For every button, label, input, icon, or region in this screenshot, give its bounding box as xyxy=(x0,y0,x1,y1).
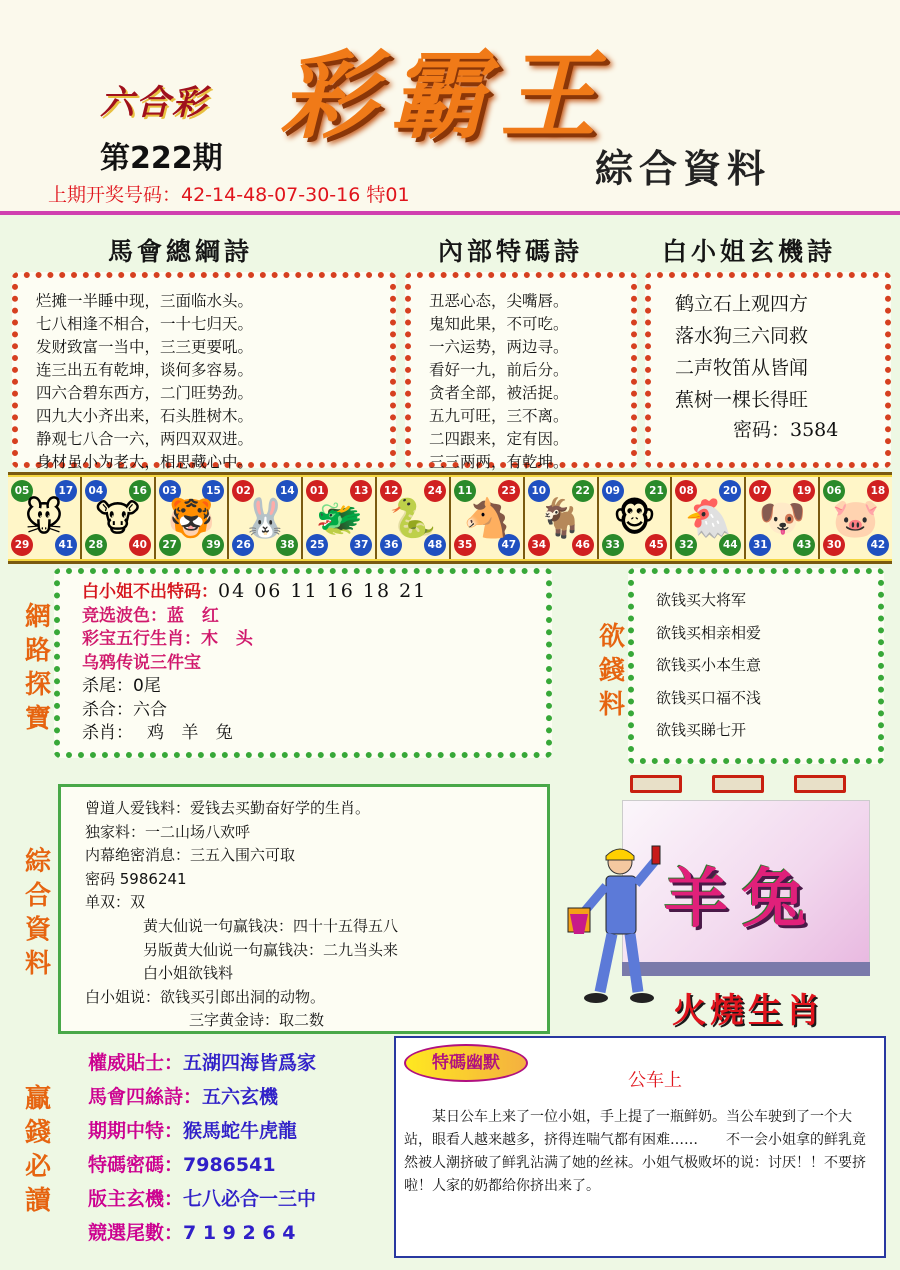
combo-line: 黄大仙说一句赢钱决：四十十五得五八 xyxy=(143,916,399,935)
poem-bai-box xyxy=(645,272,891,468)
zodiac-number-ball: 38 xyxy=(276,534,298,556)
poem-bai-line: 二声牧笛从皆闻 xyxy=(675,357,809,379)
poem-inner-line: 贪者全部，被活捉。 xyxy=(429,384,569,402)
win-money-key: 競選尾數： xyxy=(88,1222,184,1244)
bai-no-special-label: 白小姐不出特码： xyxy=(82,582,218,602)
zodiac-cell-rabbit xyxy=(229,477,303,559)
side-label-char: 合 xyxy=(24,881,51,911)
rat-icon: 🐭 xyxy=(24,496,64,540)
combo-line: 曾道人爱钱料：爱钱去买勤奋好学的生肖。 xyxy=(85,799,371,817)
win-money-key: 期期中特： xyxy=(88,1120,184,1142)
poem-inner-line: 一六运势，两边寻。 xyxy=(429,338,569,356)
zodiac-number-ball: 22 xyxy=(572,480,594,502)
kill-he-label: 杀合： xyxy=(82,699,133,720)
win-money-key: 特碼密碼： xyxy=(88,1154,184,1176)
painter-illustration xyxy=(560,842,670,1010)
side-label-char: 贏 xyxy=(24,1084,51,1114)
want-money-item: 欲钱买大将军 xyxy=(656,591,747,609)
humor-title: 公车上 xyxy=(628,1070,682,1091)
brand-small-title: 六合彩 xyxy=(100,83,208,123)
zodiac-number-ball: 25 xyxy=(306,534,328,556)
poem-main-line: 身材虽小为老大，相思藏心中。 xyxy=(36,453,254,471)
side-label-char: 欲 xyxy=(598,622,625,652)
want-money-item: 欲钱买相亲相爱 xyxy=(656,623,762,642)
wave-color-label: 竞选波色： xyxy=(82,605,167,626)
poem-inner-line: 三三两两，有乾坤。 xyxy=(429,453,569,471)
zodiac-cell-pig xyxy=(820,477,892,559)
zodiac-number-ball: 13 xyxy=(350,480,372,502)
want-money-item: 欲钱买口福不浅 xyxy=(656,688,762,707)
side-label-char: 網 xyxy=(24,602,51,632)
combo-line: 密码 5986241 xyxy=(85,869,187,888)
five-element-label: 彩宝五行生肖： xyxy=(82,629,201,649)
poem-inner-line: 二四跟来，定有因。 xyxy=(429,430,569,448)
combo-line: 三字黄金诗：取二数 xyxy=(189,1011,325,1030)
zodiac-number-ball: 16 xyxy=(129,480,151,502)
zodiac-number-ball: 29 xyxy=(11,534,33,556)
combo-box xyxy=(58,784,550,1034)
win-money-value: 五湖四海皆爲家 xyxy=(183,1052,317,1074)
zodiac-strip xyxy=(8,472,892,564)
zodiac-cell-horse xyxy=(451,477,525,559)
zodiac-number-ball: 27 xyxy=(159,534,181,556)
poem-inner-line: 看好一九，前后分。 xyxy=(429,361,569,379)
zodiac-number-ball: 10 xyxy=(528,480,550,502)
poem-bai-line: 落水狗三六同救 xyxy=(675,325,809,347)
zodiac-number-ball: 02 xyxy=(232,480,254,502)
zodiac-number-ball: 46 xyxy=(572,534,594,556)
zodiac-number-ball: 09 xyxy=(602,480,624,502)
win-money-row xyxy=(88,1216,316,1250)
issue-number: 第222期 xyxy=(100,141,223,176)
combo-line: 白小姐说：欲钱买引郎出洞的动物。 xyxy=(85,987,326,1006)
win-money-value: 7986541 xyxy=(183,1154,276,1176)
side-label-char: 寶 xyxy=(24,704,51,734)
combo-line: 白小姐欲钱料 xyxy=(143,964,234,983)
win-money-row xyxy=(88,1182,316,1216)
zodiac-number-ball: 19 xyxy=(793,480,815,502)
zodiac-cell-rat xyxy=(8,477,82,559)
last-draw-numbers: 上期开奖号码：42-14-48-07-30-16 特01 xyxy=(48,184,410,206)
brand-big-logo: 彩霸王 xyxy=(280,39,610,152)
side-label-char: 路 xyxy=(24,636,51,666)
zodiac-number-ball: 01 xyxy=(306,480,328,502)
five-element-row xyxy=(82,628,546,652)
win-money-value: 五六玄機 xyxy=(202,1086,279,1108)
zodiac-number-ball: 30 xyxy=(823,534,845,556)
poem-inner-title: 內部特碼詩 xyxy=(438,237,584,266)
want-money-box xyxy=(628,568,884,764)
kill-xiao-label: 杀肖： xyxy=(82,723,133,743)
billboard-lamp xyxy=(712,775,764,793)
want-money-list xyxy=(634,574,878,747)
crow-legend: 乌鸦传说三件宝 xyxy=(82,652,201,673)
zodiac-number-ball: 43 xyxy=(793,534,815,556)
poem-bai-title: 白小姐玄機詩 xyxy=(662,237,837,266)
poem-inner-line: 五九可旺，三不离。 xyxy=(429,407,569,425)
zodiac-number-ball: 34 xyxy=(528,534,550,556)
side-label-char: 讀 xyxy=(24,1186,51,1216)
zodiac-number-ball: 31 xyxy=(749,534,771,556)
poem-inner-list xyxy=(411,278,631,474)
billboard-zodiac-text: 羊兔 xyxy=(664,863,820,937)
net-treasure-box xyxy=(54,568,552,758)
poem-inner-box xyxy=(405,272,637,471)
zodiac-cell-ox xyxy=(82,477,156,559)
billboard-lamp xyxy=(630,775,682,793)
zodiac-number-ball: 32 xyxy=(675,534,697,556)
want-money-item: 欲钱买睇七开 xyxy=(656,721,747,739)
side-label-char: 錢 xyxy=(24,1118,51,1148)
win-money-key: 權威貼士： xyxy=(88,1052,184,1074)
snake-icon: 🐍 xyxy=(389,496,437,540)
dragon-icon: 🐲 xyxy=(315,496,363,540)
zodiac-number-ball: 36 xyxy=(380,534,402,556)
zodiac-number-ball: 21 xyxy=(645,480,667,502)
combo-line: 单双：双 xyxy=(85,893,146,912)
zodiac-number-ball: 45 xyxy=(645,534,667,556)
zodiac-number-ball: 12 xyxy=(380,480,402,502)
poem-main-title: 馬會總綱詩 xyxy=(108,237,254,266)
poem-main-line: 烂摊一半睡中现，三面临水头。 xyxy=(36,292,254,310)
combo-side-label xyxy=(22,845,54,981)
zodiac-number-ball: 04 xyxy=(85,480,107,502)
kill-tail-value: 0尾 xyxy=(133,676,161,696)
bai-no-special-value: 04 06 11 16 18 21 xyxy=(218,580,428,602)
net-treasure-side-label xyxy=(22,600,54,736)
kill-xiao-row xyxy=(82,722,546,746)
zodiac-number-ball: 48 xyxy=(424,534,446,556)
zodiac-number-ball: 28 xyxy=(85,534,107,556)
kill-tail-row xyxy=(82,675,546,699)
win-money-row xyxy=(88,1114,316,1148)
kill-xiao-value: 鸡 羊 兔 xyxy=(147,723,239,743)
zodiac-number-ball: 15 xyxy=(202,480,224,502)
monkey-icon: 🐵 xyxy=(612,496,657,540)
zodiac-number-ball: 05 xyxy=(11,480,33,502)
poem-main-box xyxy=(12,272,396,471)
combo-line: 另版黄大仙说一句赢钱决：二九当头来 xyxy=(143,940,399,959)
zodiac-number-ball: 47 xyxy=(498,534,520,556)
zodiac-cell-goat xyxy=(525,477,599,559)
zodiac-number-ball: 39 xyxy=(202,534,224,556)
zodiac-number-ball: 23 xyxy=(498,480,520,502)
combo-line: 独家料：一二山场八欢呼 xyxy=(85,822,251,841)
zodiac-cell-dragon xyxy=(303,477,377,559)
zodiac-cell-rooster xyxy=(672,477,746,559)
poem-inner-line: 丑恶心态，尖嘴唇。 xyxy=(429,292,569,310)
zodiac-cell-monkey xyxy=(599,477,673,559)
pig-icon: 🐷 xyxy=(832,496,880,540)
poem-main-line: 四九大小齐出来，石头胜树木。 xyxy=(36,407,254,425)
bai-no-special-row xyxy=(82,580,546,605)
rabbit-icon: 🐰 xyxy=(241,496,290,540)
poem-main-line: 发财致富一当中，三三更要吼。 xyxy=(36,338,254,356)
win-money-value: 猴馬蛇牛虎龍 xyxy=(183,1120,298,1142)
kill-tail-label: 杀尾： xyxy=(82,676,133,696)
side-label-char: 綜 xyxy=(24,847,51,877)
win-money-value: 七八必合一三中 xyxy=(183,1188,317,1210)
poem-bai-line: 蕉树一棵长得旺 xyxy=(675,389,809,411)
poem-main-line: 连三出五有乾坤，谈何多容易。 xyxy=(36,361,254,379)
zodiac-number-ball: 08 xyxy=(675,480,697,502)
zodiac-number-ball: 07 xyxy=(749,480,771,502)
poem-bai-code: 密码：3584 xyxy=(733,419,839,441)
kill-he-row xyxy=(82,699,546,723)
poem-main-list xyxy=(18,278,390,474)
side-label-char: 必 xyxy=(24,1152,51,1182)
goat-icon: 🐐 xyxy=(537,496,585,540)
zodiac-number-ball: 37 xyxy=(350,534,372,556)
five-element-value: 木 头 xyxy=(201,629,259,649)
side-label-char: 料 xyxy=(598,690,625,720)
zodiac-number-ball: 33 xyxy=(602,534,624,556)
zodiac-number-ball: 41 xyxy=(55,534,77,556)
zodiac-number-ball: 11 xyxy=(454,480,476,502)
humor-badge: 特碼幽默 xyxy=(404,1044,528,1082)
humor-text: 某日公车上来了一位小姐，手上提了一瓶鲜奶。当公车驶到了一个大站，眼看人越来越多，挤得连喘气都有困难…… 不一会小姐拿的鲜乳竟然被人潮挤破了鲜乳沾满了她的丝袜。小姐气极败坏的说：讨厌！！不要挤啦！人家的奶都给你挤出来了。 xyxy=(404,1109,866,1194)
zodiac-number-ball: 20 xyxy=(719,480,741,502)
want-money-item: 欲钱买小本生意 xyxy=(656,656,762,674)
win-money-side-label xyxy=(22,1082,54,1218)
poem-inner-line: 鬼知此果，不可吃。 xyxy=(429,315,569,333)
poem-main-line: 静观七八合一六，两四双双进。 xyxy=(36,430,254,448)
win-money-row xyxy=(88,1148,316,1182)
zodiac-number-ball: 03 xyxy=(159,480,181,502)
poem-main-line: 四六合碧东西方，二门旺势劲。 xyxy=(36,384,254,402)
zodiac-number-ball: 24 xyxy=(424,480,446,502)
zodiac-number-ball: 14 xyxy=(276,480,298,502)
zodiac-number-ball: 18 xyxy=(867,480,889,502)
side-label-char: 錢 xyxy=(598,656,625,686)
side-label-char: 探 xyxy=(24,670,51,700)
zodiac-number-ball: 06 xyxy=(823,480,845,502)
rooster-icon: 🐔 xyxy=(684,496,733,540)
combo-line: 内幕绝密消息：三五入围六可取 xyxy=(85,846,296,865)
dog-icon: 🐶 xyxy=(758,496,806,540)
fire-zodiac-text: 火燒生肖 xyxy=(672,991,824,1031)
billboard-lamp xyxy=(794,775,846,793)
kill-he-value: 六合 xyxy=(133,699,167,720)
zodiac-number-ball: 44 xyxy=(719,534,741,556)
poem-main-line: 七八相逢不相合，一十七归天。 xyxy=(36,315,254,333)
zodiac-cell-tiger xyxy=(156,477,230,559)
poem-bai-list xyxy=(651,278,885,416)
combo-list xyxy=(85,797,398,1033)
win-money-value: 7 1 9 2 6 4 xyxy=(183,1222,296,1244)
wave-color-value: 蓝 红 xyxy=(167,605,225,626)
win-money-key: 版主玄機： xyxy=(88,1188,184,1210)
header-subtitle: 綜合資料 xyxy=(595,146,772,191)
poem-bai-line: 鹤立石上观四方 xyxy=(675,293,809,315)
ox-icon: 🐮 xyxy=(95,496,141,540)
zodiac-number-ball: 40 xyxy=(129,534,151,556)
tiger-icon: 🐯 xyxy=(167,496,216,540)
wave-color-row xyxy=(82,605,546,629)
zodiac-number-ball: 26 xyxy=(232,534,254,556)
zodiac-cell-snake xyxy=(377,477,451,559)
zodiac-number-ball: 17 xyxy=(55,480,77,502)
zodiac-number-ball: 42 xyxy=(867,534,889,556)
win-money-key: 馬會四絲詩： xyxy=(88,1086,203,1108)
zodiac-cell-dog xyxy=(746,477,820,559)
zodiac-number-ball: 35 xyxy=(454,534,476,556)
horse-icon: 🐴 xyxy=(463,496,511,540)
side-label-char: 資 xyxy=(24,915,51,945)
want-money-side-label xyxy=(596,620,628,722)
side-label-char: 料 xyxy=(24,949,51,979)
